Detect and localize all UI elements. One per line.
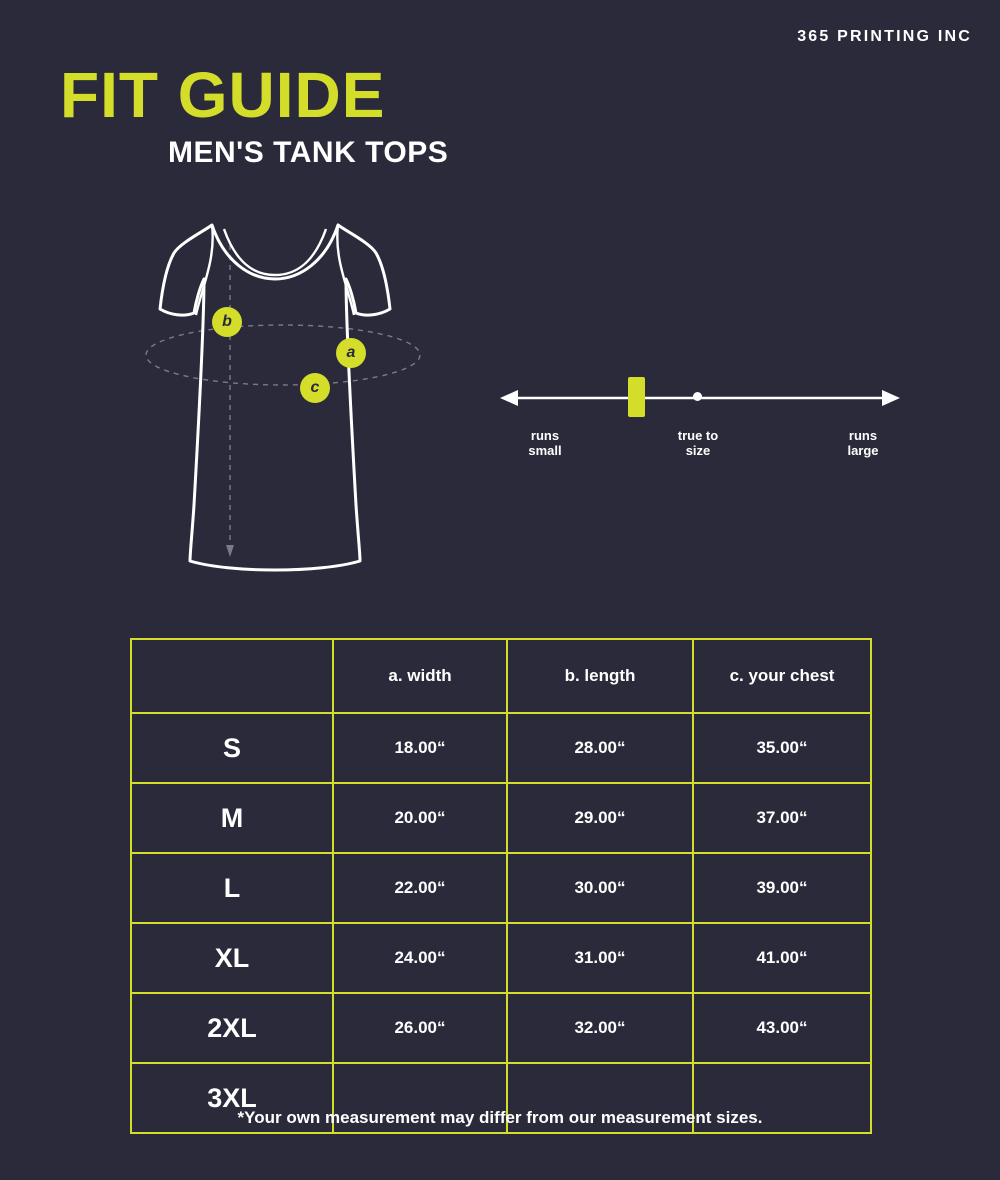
size-table-body	[131, 713, 871, 1133]
cell-size: 3XL	[131, 1063, 333, 1133]
cell-size: S	[131, 713, 333, 783]
table-row	[131, 853, 871, 923]
header-size	[131, 639, 333, 713]
true-to-size-line2: size	[685, 443, 711, 458]
cell-width: 24.00“	[333, 923, 507, 993]
cell-length: 28.00“	[507, 713, 693, 783]
cell-chest: 39.00“	[693, 853, 871, 923]
size-table	[130, 638, 872, 1134]
header-width: a. width	[333, 639, 507, 713]
table-row	[131, 713, 871, 783]
size-table-head	[131, 639, 871, 713]
table-row	[131, 923, 871, 993]
fit-scale-true-to-size-dot	[693, 392, 702, 401]
true-to-size-line1: true to	[677, 428, 719, 443]
cell-length: 29.00“	[507, 783, 693, 853]
table-header-row	[131, 639, 871, 713]
cell-size: M	[131, 783, 333, 853]
cell-chest: 37.00“	[693, 783, 871, 853]
runs-small-line1: runs	[530, 428, 560, 443]
marker-c: c	[300, 373, 330, 403]
marker-a: a	[336, 338, 366, 368]
fit-scale-label-true-to-size	[652, 428, 744, 458]
table-row	[131, 783, 871, 853]
runs-large-line1: runs	[848, 428, 878, 443]
marker-b: b	[212, 307, 242, 337]
cell-length: 32.00“	[507, 993, 693, 1063]
fit-scale	[500, 360, 920, 470]
size-table-wrapper	[130, 638, 870, 1134]
cell-length: 30.00“	[507, 853, 693, 923]
fit-scale-marker	[628, 377, 645, 417]
tank-top-outline-svg	[140, 205, 460, 605]
footnote: *Your own measurement may differ from our measurement sizes.	[237, 1108, 763, 1127]
cell-chest: 43.00“	[693, 993, 871, 1063]
cell-size: L	[131, 853, 333, 923]
header-chest: c. your chest	[693, 639, 871, 713]
cell-chest: 35.00“	[693, 713, 871, 783]
runs-small-line2: small	[528, 443, 562, 458]
cell-size: XL	[131, 923, 333, 993]
page-subtitle: MEN'S TANK TOPS	[168, 136, 449, 169]
table-row	[131, 993, 871, 1063]
cell-width: 18.00“	[333, 713, 507, 783]
cell-size: 2XL	[131, 993, 333, 1063]
runs-large-line2: large	[847, 443, 879, 458]
page-title: FIT GUIDE	[60, 59, 386, 131]
cell-width: 20.00“	[333, 783, 507, 853]
cell-width: 26.00“	[333, 993, 507, 1063]
cell-length: 31.00“	[507, 923, 693, 993]
brand-label: 365 PRINTING INC	[797, 28, 972, 45]
title-block	[60, 59, 449, 170]
fit-scale-label-runs-small	[500, 428, 590, 458]
cell-width: 22.00“	[333, 853, 507, 923]
cell-chest: 41.00“	[693, 923, 871, 993]
header-length: b. length	[507, 639, 693, 713]
fit-scale-label-runs-large	[818, 428, 908, 458]
tank-top-illustration	[140, 205, 460, 605]
